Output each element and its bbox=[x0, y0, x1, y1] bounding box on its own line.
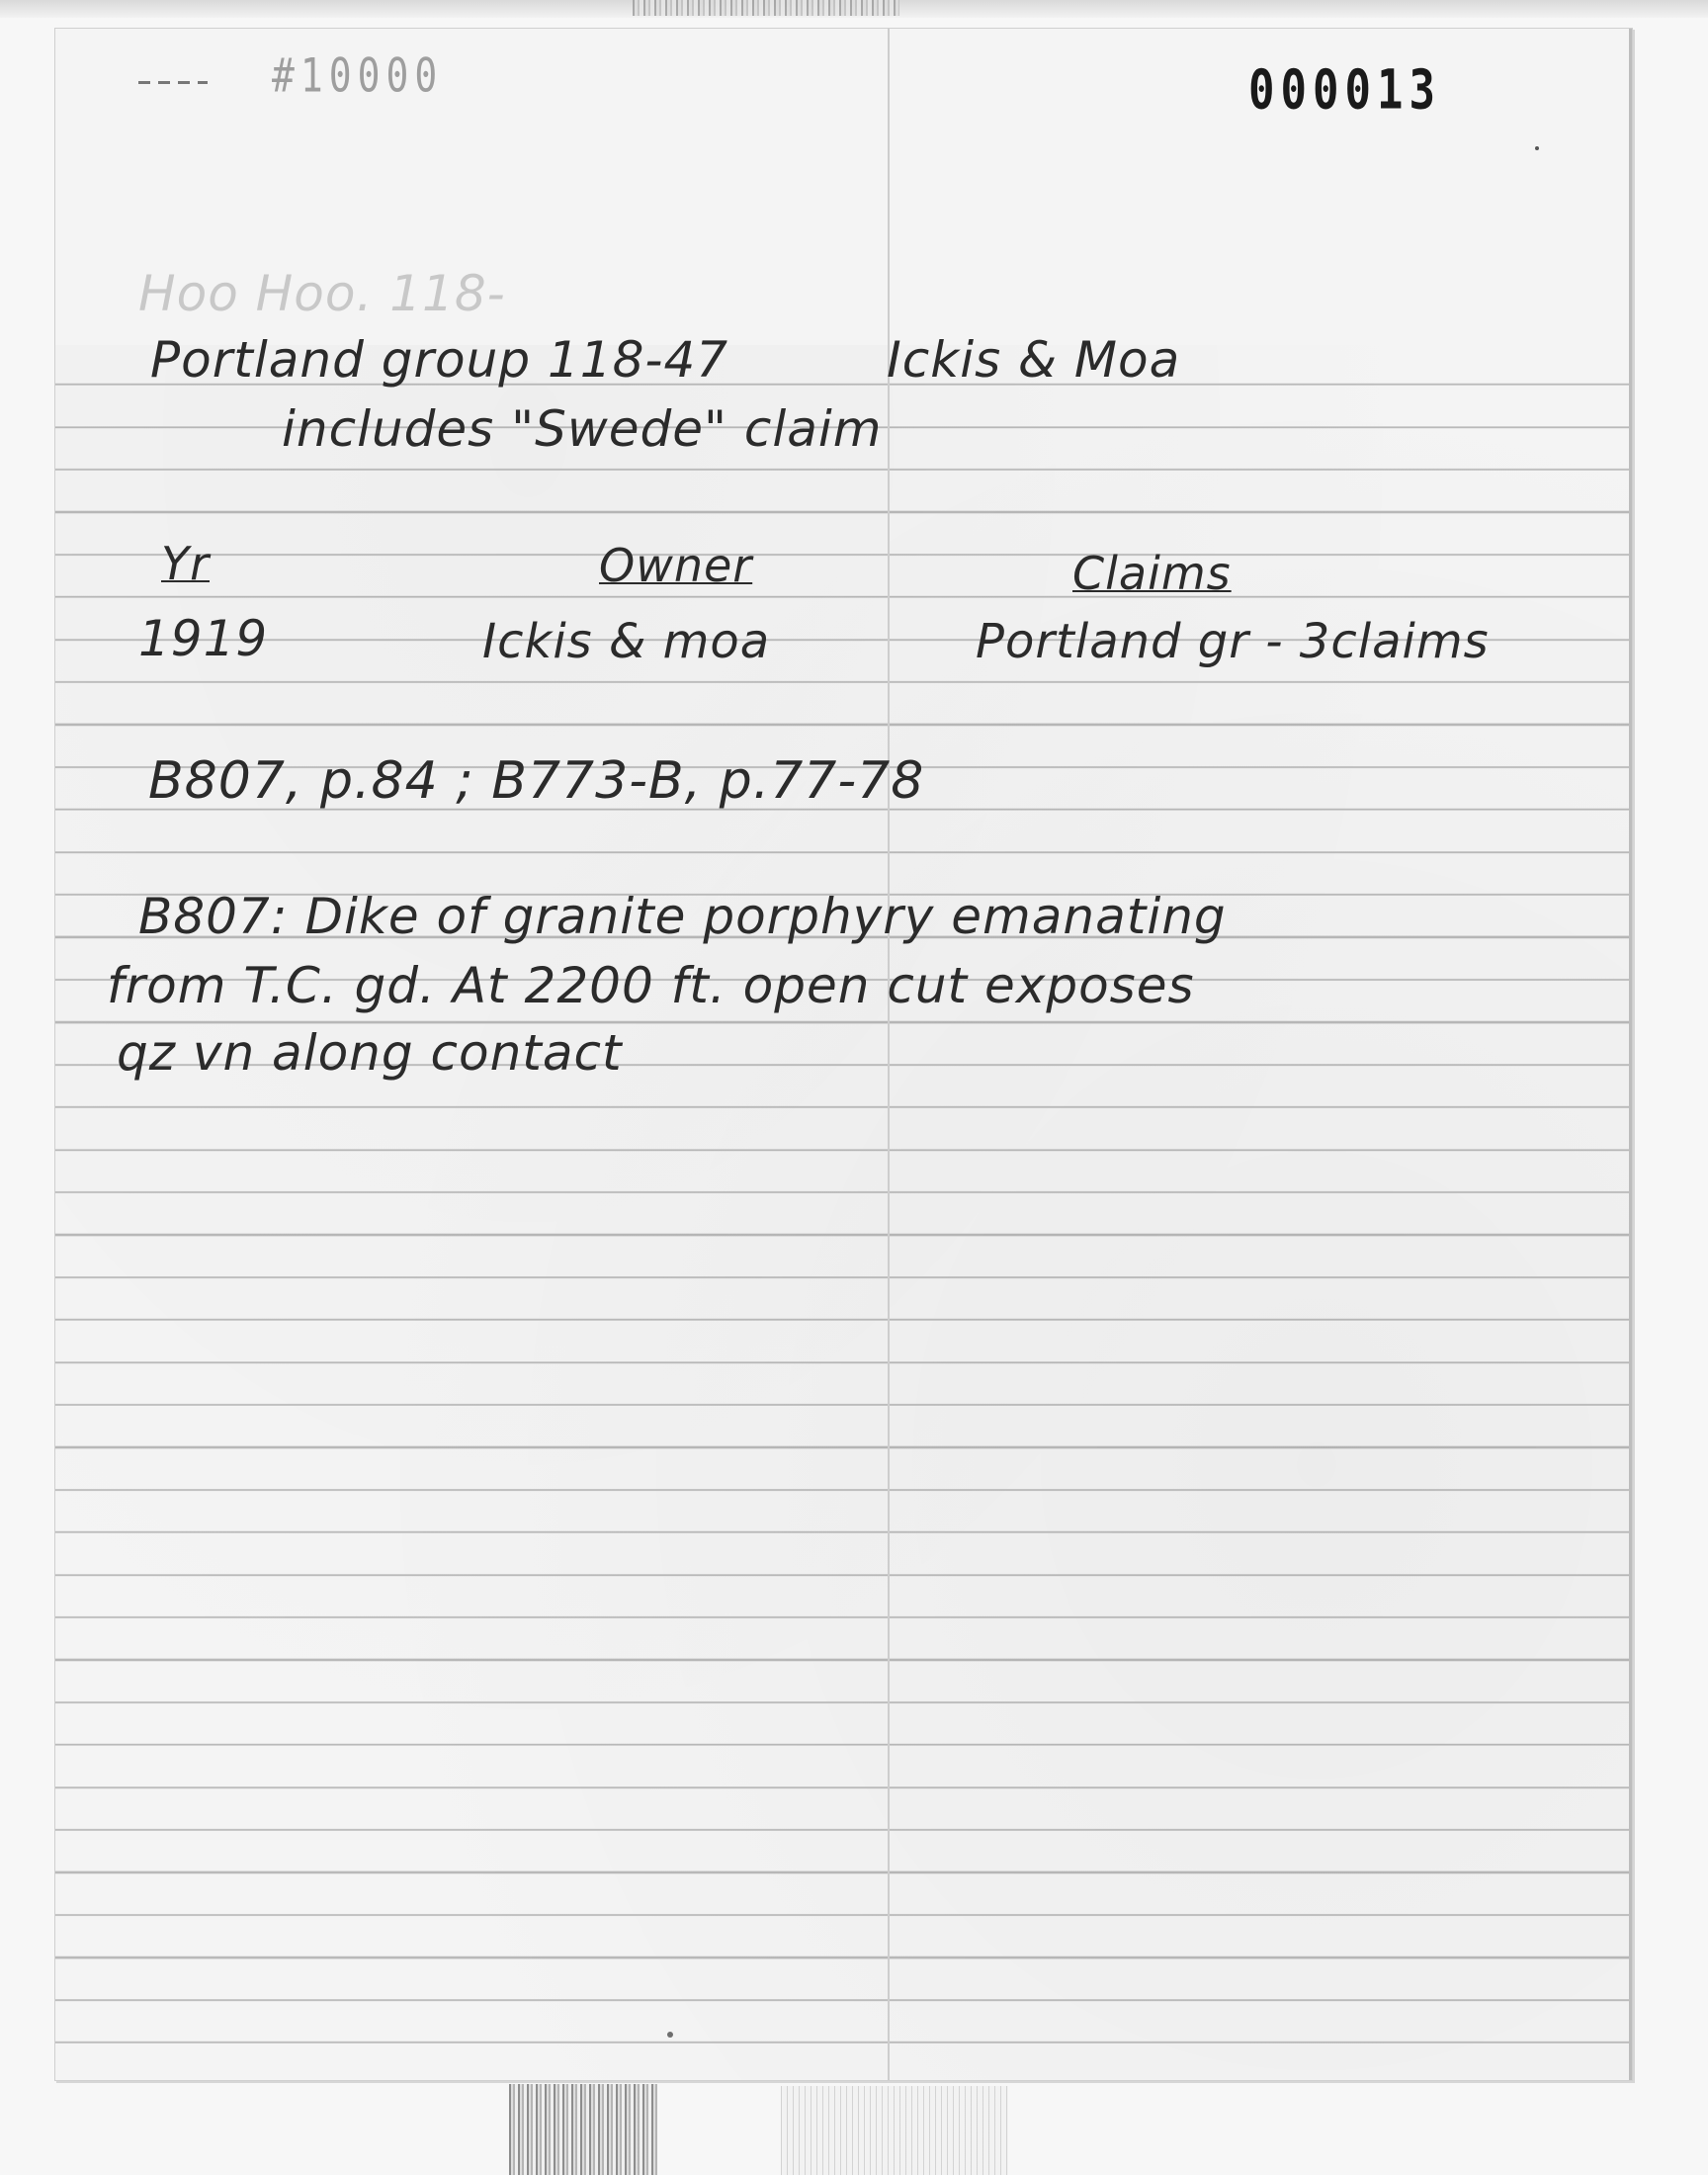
geology-note-line: qz vn along contact bbox=[117, 1024, 623, 1082]
geology-note-line: B807: Dike of granite porphyry emanating bbox=[138, 888, 1227, 945]
entry-title: Portland group 118-47 bbox=[150, 331, 729, 389]
table-header-year: Yr bbox=[161, 537, 211, 590]
ink-speck bbox=[1535, 146, 1539, 150]
page-right-edge bbox=[1629, 29, 1632, 2080]
table-cell-year: 1919 bbox=[138, 610, 269, 667]
faint-stamp-number: #10000 bbox=[272, 47, 444, 103]
scanner-streak-top bbox=[633, 0, 899, 16]
scanner-streak-bottom bbox=[509, 2084, 657, 2175]
page-number-stamp: 000013 bbox=[1248, 58, 1441, 123]
table-cell-claims: Portland gr - 3claims bbox=[976, 614, 1490, 669]
erased-heading: Hoo Hoo. 118- bbox=[138, 265, 506, 322]
ink-speck bbox=[667, 2032, 673, 2038]
entry-subtitle: includes "Swede" claim bbox=[282, 400, 883, 458]
entry-owner-names: Ickis & Moa bbox=[887, 331, 1181, 389]
faint-dash-mark bbox=[138, 81, 208, 84]
geology-note-line: from T.C. gd. At 2200 ft. open cut exposes bbox=[107, 957, 1195, 1014]
table-header-claims: Claims bbox=[1072, 547, 1232, 600]
table-header-owner: Owner bbox=[599, 539, 753, 592]
bulletin-references: B807, p.84 ; B773-B, p.77-78 bbox=[148, 751, 925, 811]
table-cell-owner: Ickis & moa bbox=[482, 614, 771, 669]
scanner-streak-bottom-faint bbox=[781, 2086, 1008, 2175]
